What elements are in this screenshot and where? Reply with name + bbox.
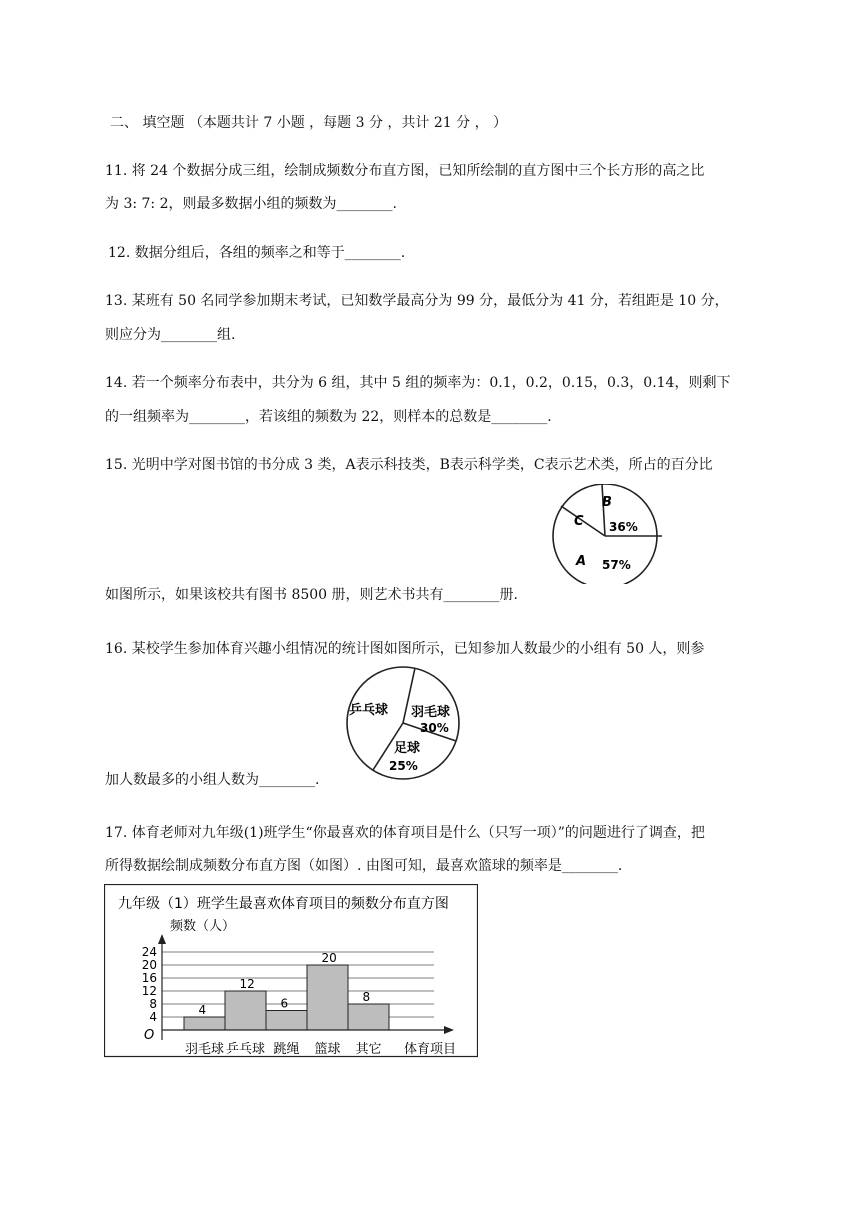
- histogram-ytick-label: 16: [141, 971, 157, 985]
- question-12-line1: 12. 数据分组后，各组的频率之和等于________.: [108, 245, 406, 261]
- question-17-line2: 所得数据绘制成频数分布直方图（如图）. 由图可知，最喜欢篮球的频率是________.: [105, 858, 623, 874]
- histogram-ytick-label: 24: [141, 945, 157, 959]
- histogram-ytick-label: 8: [149, 997, 157, 1011]
- q16-pie-percent-badminton: 30%: [420, 721, 449, 735]
- q15-pie-label-a: A: [576, 554, 587, 569]
- section-heading: 二、 填空题 （本题共计 7 小题 ，每题 3 分 ，共计 21 分 ， ）: [110, 115, 508, 131]
- q16-pie-label-football: 足球: [394, 741, 421, 756]
- histogram-ytick-label: 12: [141, 984, 157, 998]
- histogram-bar: [348, 1004, 389, 1030]
- histogram-bar: [225, 991, 266, 1030]
- histogram-category-label: 跳绳: [273, 1042, 300, 1057]
- q16-pie-label-badminton: 羽毛球: [411, 705, 451, 720]
- histogram-bar-value-label: 8: [362, 990, 371, 1004]
- histogram-category-label: 乒乓球: [225, 1042, 266, 1057]
- q15-pie-percent-b: 36%: [609, 520, 638, 534]
- histogram-ytick-label: 20: [141, 958, 157, 972]
- histogram-ylabel: 频数（人）: [170, 919, 236, 934]
- q15-pie-percent-a: 57%: [602, 558, 631, 572]
- histogram-bar-value-label: 12: [239, 977, 255, 991]
- histogram-bar-value-label: 6: [280, 996, 289, 1011]
- question-16-line1: 16. 某校学生参加体育兴趣小组情况的统计图如图所示，已知参加人数最少的小组有 50 人，则参: [105, 641, 705, 657]
- histogram-bar-value-label: 4: [198, 1003, 207, 1017]
- question-14-line1: 14. 若一个频率分布表中，共分为 6 组，其中 5 组的频率为：0.1，0.2，0.15，0.3，0.14，则剩下: [105, 375, 731, 391]
- question-17-line1: 17. 体育老师对九年级(1)班学生“你最喜欢的体育项目是什么（只写一项）”的问题进行了调查，把: [105, 825, 705, 841]
- histogram-category-label: 其它: [355, 1042, 382, 1057]
- histogram-origin-label: O: [144, 1028, 155, 1043]
- q15-pie-chart: [548, 484, 668, 584]
- q16-pie-label-pingpong: 乒乓球: [349, 703, 389, 718]
- histogram-bar: [307, 965, 348, 1030]
- q16-pie-chart: [343, 666, 465, 782]
- histogram-bar-value-label: 20: [321, 951, 337, 965]
- histogram-category-label: 篮球: [314, 1042, 341, 1057]
- question-11-line2: 为 3: 7: 2，则最多数据小组的频数为________.: [105, 196, 397, 212]
- histogram-xlabel: 体育项目: [404, 1042, 457, 1057]
- question-15-line1: 15. 光明中学对图书馆的书分成 3 类，A表示科技类，B表示科学类，C表示艺术类，所占的百分比: [105, 457, 713, 473]
- histogram-bar: [184, 1017, 225, 1030]
- question-13-line2: 则应分为________组.: [105, 327, 236, 343]
- q15-pie-label-b: B: [602, 495, 612, 510]
- question-14-line2: 的一组频率为________，若该组的频数为 22，则样本的总数是________.: [105, 409, 552, 425]
- q16-pie-percent-football: 25%: [389, 759, 418, 773]
- q15-pie-label-c: C: [574, 514, 584, 529]
- histogram-title: 九年级（1）班学生最喜欢体育项目的频数分布直方图: [118, 896, 449, 912]
- question-11-line1: 11. 将 24 个数据分成三组，绘制成频数分布直方图，已知所绘制的直方图中三个长方形的高之比: [105, 163, 705, 179]
- question-15-line2: 如图所示，如果该校共有图书 8500 册，则艺术书共有________册.: [105, 587, 518, 603]
- q17-histogram: [104, 884, 478, 1058]
- question-13-line1: 13. 某班有 50 名同学参加期末考试，已知数学最高分为 99 分，最低分为 41 分，若组距是 10 分，: [105, 293, 729, 309]
- histogram-ytick-label: 4: [149, 1010, 157, 1024]
- question-16-line2: 加人数最多的小组人数为________.: [105, 772, 320, 788]
- histogram-bar: [266, 1011, 307, 1031]
- histogram-category-label: 羽毛球: [184, 1042, 225, 1057]
